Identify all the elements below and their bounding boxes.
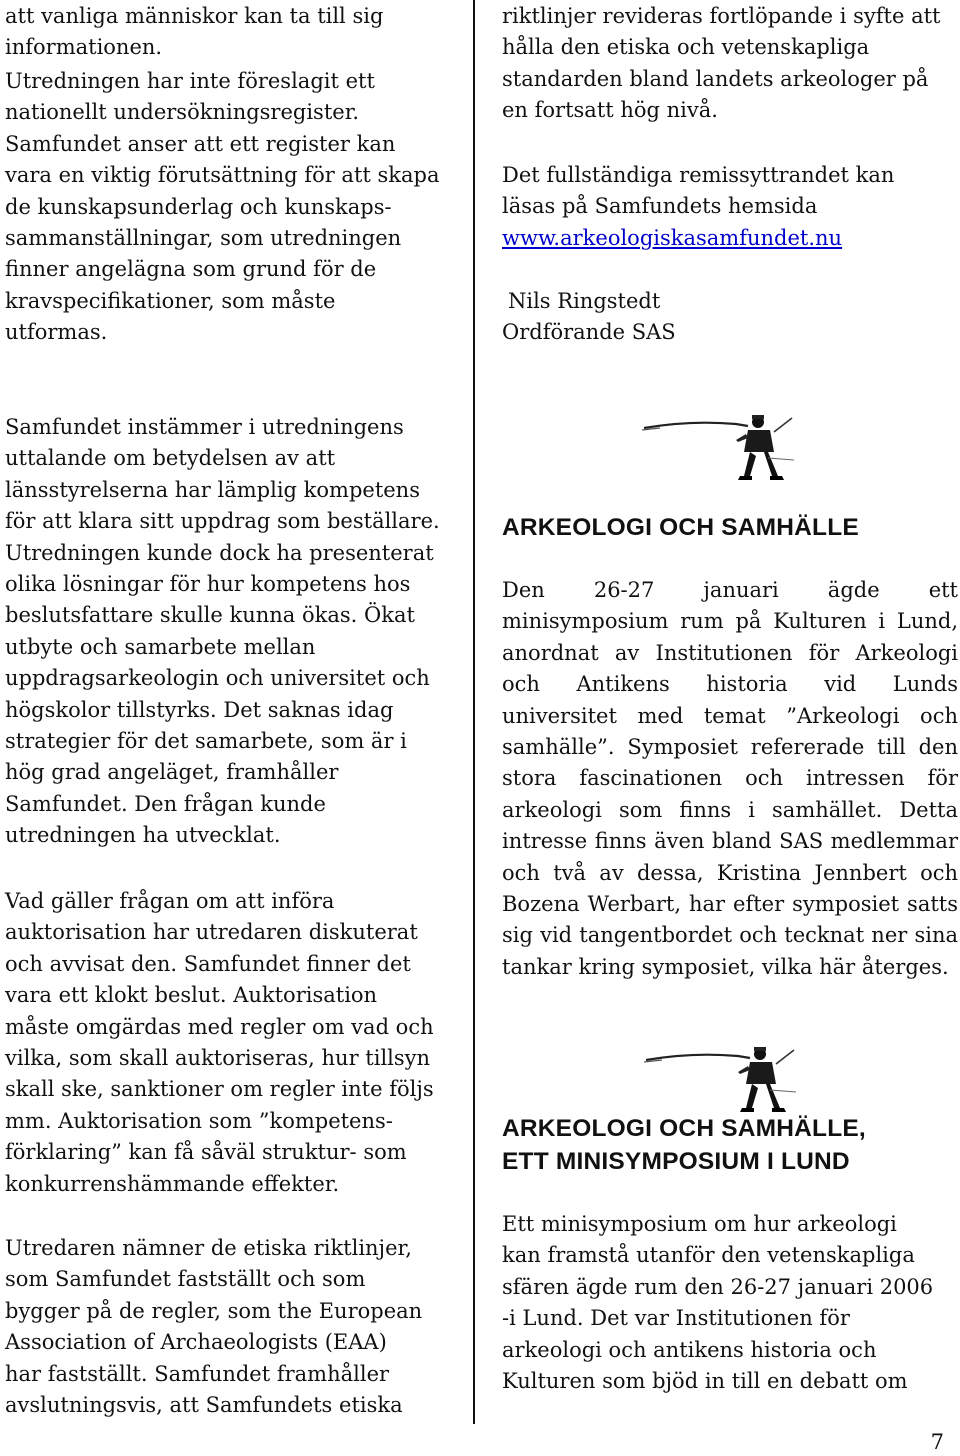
paragraph: Utredningen har inte föreslagit ett nationellt undersökningsregister. Samfundet anser att ett register kan vara en viktig förutsättning för att skapa de kunskapsunderlag och kunskaps-sammanställningar, som utredningen finner angelägna som grund för de kravspecifikationer, som måste utformas. (5, 69, 440, 345)
remiss-text: Det fullständiga remissyttrandet kan läsas på Samfundets hemsida (502, 163, 895, 219)
column-divider (473, 0, 475, 1424)
section-heading (502, 1112, 866, 1178)
paragraph (502, 160, 922, 254)
heading-line: ARKEOLOGI OCH SAMHÄLLE, (502, 1115, 866, 1142)
signature-title: Ordförande SAS (502, 320, 676, 344)
article-paragraph: Ett minisymposium om hur arkeologi kan framstå utanför den vetenskapliga sfären ägde rum den 26-27 januari 2006 -i Lund. Det var Institutionen för arkeologi och antikens historia och Kulturen som bjöd in till en debatt om (502, 1212, 934, 1394)
section-heading: ARKEOLOGI OCH SAMHÄLLE (502, 514, 859, 541)
website-link[interactable]: www.arkeologiskasamfundet.nu (502, 225, 843, 250)
archaeologist-figure-icon (640, 412, 810, 486)
signature-name: Nils Ringstedt (508, 289, 661, 313)
heading-line: ETT MINISYMPOSIUM I LUND (502, 1148, 850, 1175)
paragraph: Vad gäller frågan om att införa auktorisation har utredaren diskuterat och avvisat den. Samfundet finner det vara ett klokt beslut. Auktorisation måste omgärdas med regler om vad och vilka, som skall auktoriseras, hur tillsyn skall ske, sanktioner om regler inte följs mm. Auktorisation som ”kompetens-förklaring” kan få såväl struktur- som konkurrenshämmande effekter. (5, 889, 434, 1196)
paragraph: riktlinjer revideras fortlöpande i syfte att hålla den etiska och vetenskapliga standarden bland landets arkeologer på en fortsatt hög nivå. (502, 4, 941, 123)
paragraph: Utredaren nämner de etiska riktlinjer, som Samfundet fastställt och som bygger på de regler, som the European Association of Archaeologists (EAA) har fastställt. Samfundet framhåller avslutningsvis, att Samfundets etiska (5, 1236, 423, 1418)
paragraph: Samfundet instämmer i utredningens uttalande om betydelsen av att länsstyrelserna har lämplig kompetens för att klara sitt uppdrag som beställare. Utredningen kunde dock ha presenterat olika lösningar för hur kompetens hos beslutsfattare skulle kunna ökas. Ökat utbyte och samarbete mellan uppdragsarkeologin och universitet och högskolor tillstyrks. Det saknas idag strategier för det samarbete, som är i hög grad angeläget, framhåller Samfundet. Den frågan kunde utredningen ha utvecklat. (5, 415, 440, 848)
paragraph: att vanliga människor kan ta till sig informationen. (5, 4, 384, 60)
archaeologist-figure-icon (642, 1044, 812, 1118)
article-paragraph: Den 26-27 januari ägde ett minisymposium rum på Kulturen i Lund, anordnat av Institutionen för Arkeologi och Antikens historia vid Lunds universitet med temat ”Arkeologi och samhälle”. Symposiet refererade till den stora fascinationen och intressen för arkeologi som finns i samhället. Detta intresse finns även bland SAS medlemmar och två av dessa, Kristina Jennbert och Bozena Werbart, har efter symposiet satts sig vid tangentbordet och tecknat ner sina tankar kring symposiet, vilka här återges. (502, 578, 958, 979)
page-number: 7 (930, 1430, 944, 1454)
